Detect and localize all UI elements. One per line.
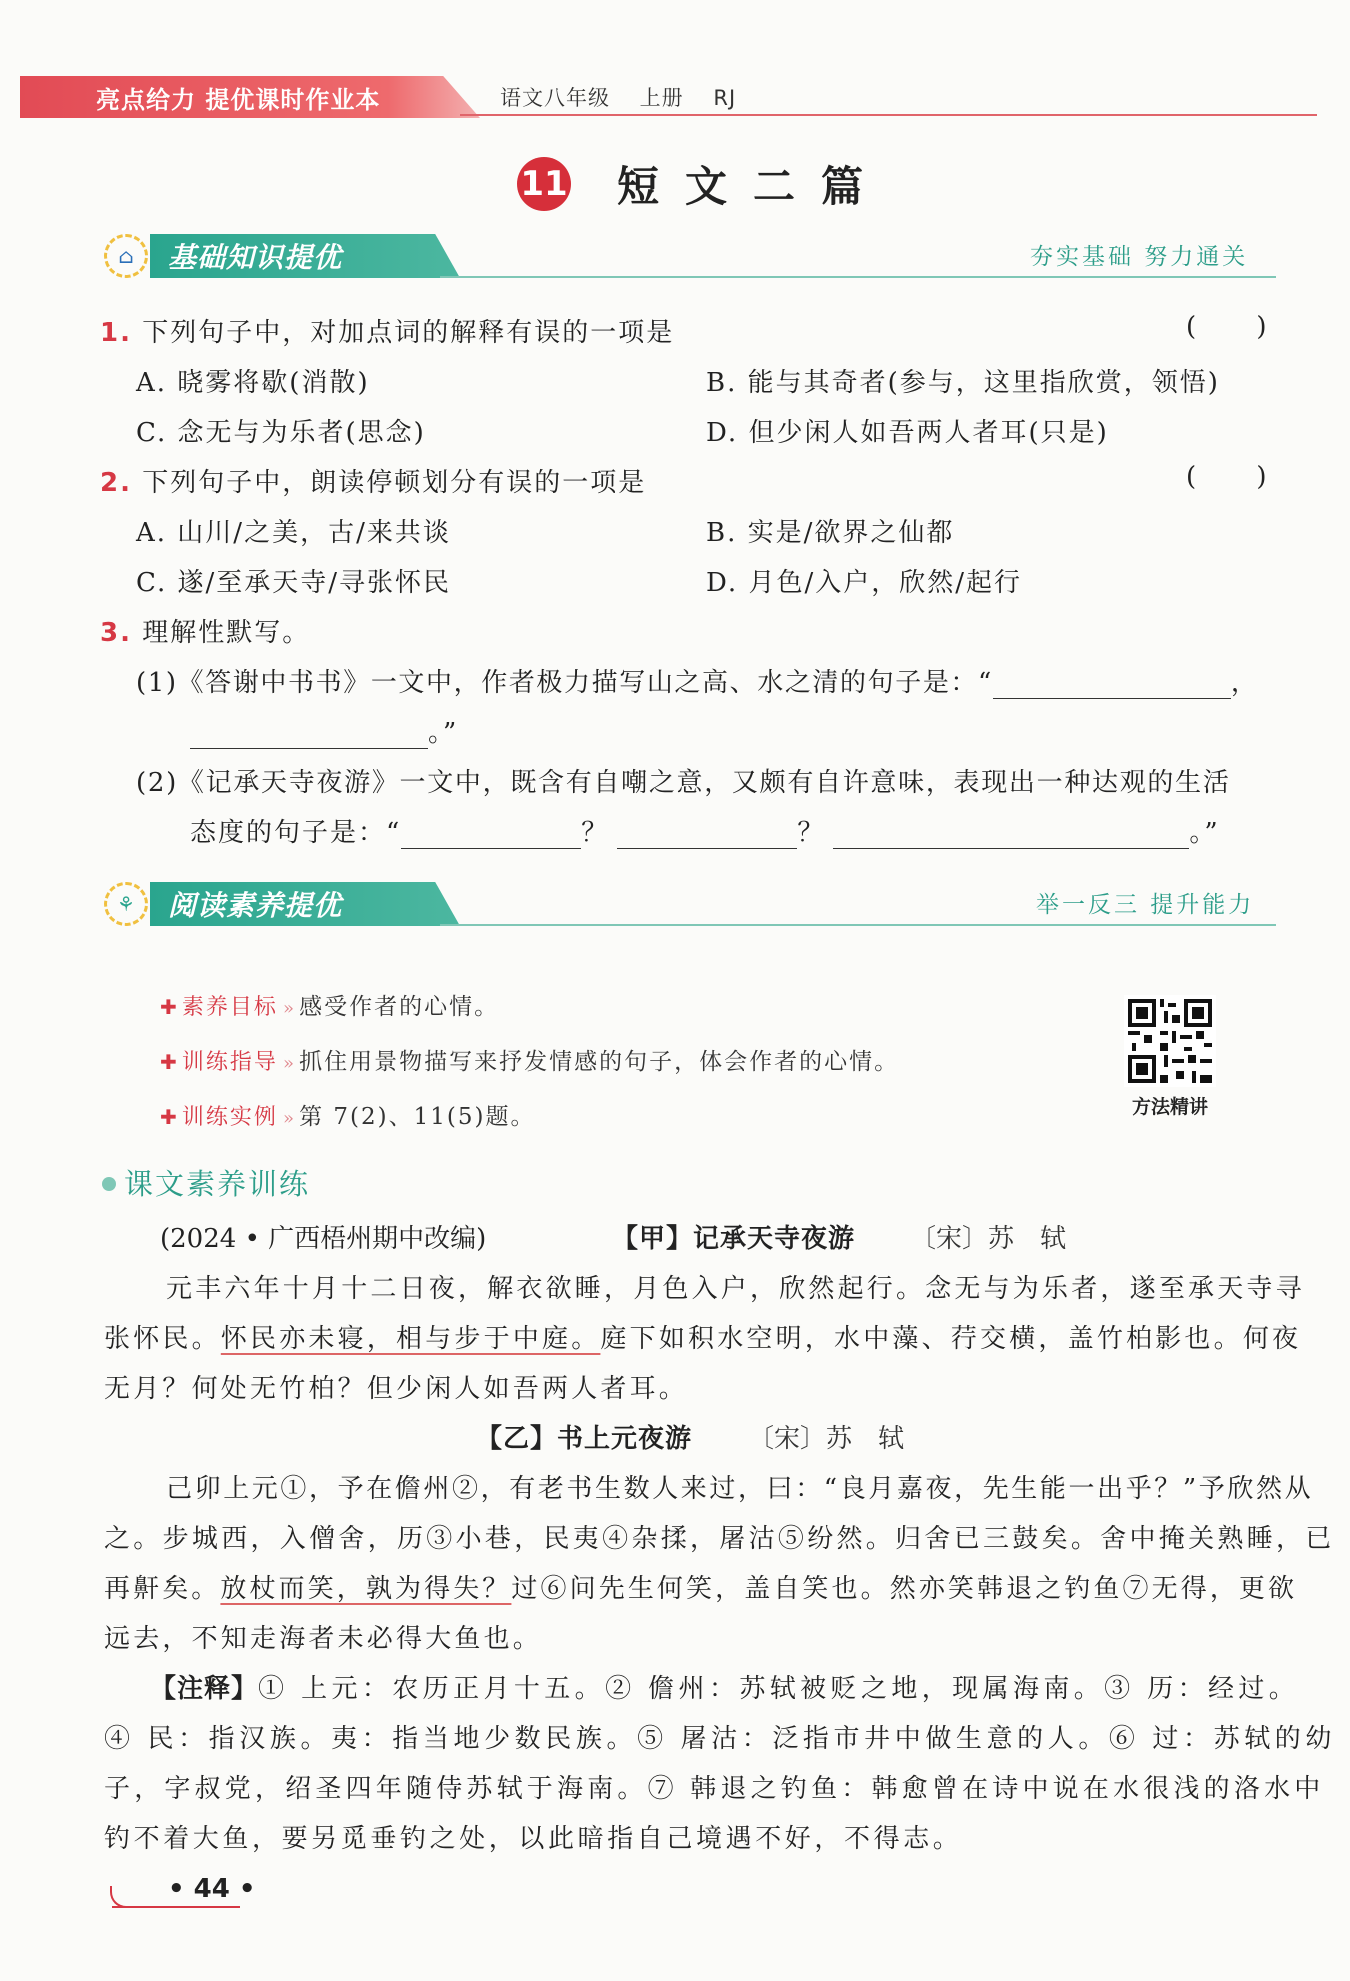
page-number-underline bbox=[112, 1906, 240, 1908]
option-c: C. 遂/至承天寺/寻张怀民 bbox=[136, 568, 452, 598]
passage-a-title: 【甲】记承天寺夜游 bbox=[612, 1224, 856, 1254]
answer-blank[interactable] bbox=[833, 822, 1189, 849]
answer-blank[interactable] bbox=[617, 822, 797, 849]
q3-sub2: (2)《记承天寺夜游》一文中，既含有自嘲之意，又颇有自许意味，表现出一种达观的生活 bbox=[136, 768, 1231, 798]
q3-sub1 bbox=[136, 662, 1259, 699]
question-stem: 下列句子中，对加点词的解释有误的一项是 bbox=[142, 318, 675, 348]
section-slogan-reading: 举一反三 提升能力 bbox=[1036, 892, 1255, 918]
bullet-dot-icon bbox=[102, 1177, 116, 1191]
section-divider bbox=[440, 924, 1276, 926]
notes-line: 钓不着大鱼，要另觅垂钓之处，以此暗指自己境遇不好，不得志。 bbox=[104, 1824, 963, 1854]
passage-a-source: (2024 • 广西梧州期中改编) bbox=[160, 1224, 487, 1254]
passage-b-line: 之。步城西，入僧舍，历③小巷，民夷④杂揉，屠沽⑤纷然。归舍已三鼓矣。舍中掩关熟睡，已 bbox=[104, 1524, 1335, 1554]
passage-a-line bbox=[104, 1318, 1301, 1355]
question-number: 3. bbox=[100, 618, 132, 648]
notes-line bbox=[150, 1668, 1299, 1705]
goal-row bbox=[160, 1043, 899, 1076]
q3-sub2-cont bbox=[190, 812, 1220, 849]
punctuation: ， bbox=[1230, 668, 1259, 698]
subsection-title: 课文素养训练 bbox=[124, 1167, 311, 1201]
passage-a-author: 〔宋〕苏 轼 bbox=[910, 1224, 1067, 1254]
qr-code-icon[interactable] bbox=[1124, 995, 1216, 1087]
book-info: 语文八年级 上册 RJ bbox=[500, 86, 737, 110]
page-number: • 44 • bbox=[168, 1874, 256, 1904]
goal-label: 素养目标 bbox=[181, 995, 278, 1020]
plus-icon: ✚ bbox=[160, 1050, 177, 1074]
option-c: C. 念无与为乐者(思念) bbox=[136, 418, 426, 448]
notes-text: ① 上元：农历正月十五。② 儋州：苏轼被贬之地，现属海南。③ 历：经过。 bbox=[258, 1674, 1300, 1704]
notes-line: ④ 民：指汉族。夷：指当地少数民族。⑤ 屠沽：泛指市井中做生意的人。⑥ 过：苏轼的幼 bbox=[104, 1724, 1336, 1754]
question-1 bbox=[100, 312, 674, 349]
question-2 bbox=[100, 462, 646, 499]
plus-icon: ✚ bbox=[160, 1105, 177, 1129]
goal-label: 训练实例 bbox=[181, 1105, 278, 1130]
q3-sub1-text: (1)《答谢中书书》一文中，作者极力描写山之高、水之清的句子是：“ bbox=[136, 668, 993, 698]
lesson-number-badge: 11 bbox=[517, 157, 571, 211]
qr-label: 方法精讲 bbox=[1131, 1096, 1208, 1118]
passage-b-line: 己卯上元①，予在儋州②，有老书生数人来过，曰：“良月嘉夜，先生能一出乎？”予欣然从 bbox=[166, 1474, 1314, 1504]
punctuation: 。” bbox=[1189, 818, 1220, 848]
double-chevron-icon: » bbox=[282, 1108, 294, 1129]
double-chevron-icon: » bbox=[282, 998, 294, 1019]
underlined-sentence: 放杖而笑，孰为得失？ bbox=[220, 1574, 512, 1604]
sun-sprout-icon bbox=[104, 882, 148, 926]
option-d: D. 但少闲人如吾两人者耳(只是) bbox=[706, 418, 1109, 448]
answer-paren: ( ) bbox=[1186, 462, 1293, 492]
option-a: A. 山川/之美，古/来共谈 bbox=[136, 518, 451, 548]
brand-text: 亮点给力 提优课时作业本 bbox=[96, 86, 381, 114]
answer-blank[interactable] bbox=[401, 822, 581, 849]
section-title-basics: 基础知识提优 bbox=[168, 241, 343, 274]
punctuation: ？ bbox=[797, 818, 826, 848]
answer-blank[interactable] bbox=[993, 672, 1231, 699]
passage-text: 过⑥问先生何笑，盖自笑也。然亦笑韩退之钓鱼⑦无得，更欲 bbox=[511, 1574, 1298, 1604]
notes-line: 子，字叔党，绍圣四年随侍苏轼于海南。⑦ 韩退之钓鱼：韩愈曾在诗中说在水很浅的洛水中 bbox=[104, 1774, 1325, 1804]
goal-text: 第 7(2)、11(5)题。 bbox=[299, 1104, 536, 1130]
q3-sub1-cont bbox=[190, 712, 458, 749]
passage-text: 再鼾矣。 bbox=[104, 1574, 221, 1604]
page-number-decoration bbox=[110, 1886, 142, 1908]
section-title-reading: 阅读素养提优 bbox=[168, 889, 343, 922]
passage-a-line: 元丰六年十月十二日夜，解衣欲睡，月色入户，欣然起行。念无与为乐者，遂至承天寺寻 bbox=[166, 1274, 1305, 1304]
passage-b-line bbox=[104, 1568, 1297, 1605]
sprout-icon: ⚘ bbox=[117, 892, 135, 916]
question-3 bbox=[100, 612, 310, 649]
underlined-sentence: 怀民亦未寝，相与步于中庭。 bbox=[220, 1324, 601, 1354]
double-chevron-icon: » bbox=[282, 1053, 294, 1074]
goal-row bbox=[160, 988, 499, 1021]
option-b: B. 实是/欲界之仙都 bbox=[706, 518, 955, 548]
page-title: 短文二篇 bbox=[617, 162, 890, 211]
question-number: 2. bbox=[100, 468, 132, 498]
question-stem: 理解性默写。 bbox=[142, 618, 311, 648]
question-number: 1. bbox=[100, 318, 132, 348]
goal-text: 感受作者的心情。 bbox=[299, 994, 500, 1020]
passage-b-title: 【乙】书上元夜游 bbox=[476, 1424, 693, 1454]
section-divider bbox=[440, 276, 1276, 278]
goal-row bbox=[160, 1098, 535, 1131]
answer-paren: ( ) bbox=[1186, 312, 1293, 342]
question-stem: 下列句子中，朗读停顿划分有误的一项是 bbox=[142, 468, 647, 498]
punctuation: ？ bbox=[581, 818, 610, 848]
option-d: D. 月色/入户，欣然/起行 bbox=[706, 568, 1022, 598]
passage-text: 庭下如积水空明，水中藻、荇交横，盖竹柏影也。何夜 bbox=[600, 1324, 1302, 1354]
section-slogan-basics: 夯实基础 努力通关 bbox=[1030, 244, 1249, 270]
passage-text: 张怀民。 bbox=[104, 1324, 221, 1354]
passage-b-line: 远去，不知走海者未必得大鱼也。 bbox=[104, 1624, 543, 1654]
plus-icon: ✚ bbox=[160, 995, 177, 1019]
house-icon: ⌂ bbox=[118, 244, 134, 268]
answer-blank[interactable] bbox=[190, 722, 428, 749]
goal-text: 抓住用景物描写来抒发情感的句子，体会作者的心情。 bbox=[299, 1049, 900, 1075]
passage-a-line: 无月？何处无竹柏？但少闲人如吾两人者耳。 bbox=[104, 1374, 689, 1404]
q3-sub2-text: 态度的句子是：“ bbox=[190, 818, 402, 848]
passage-b-author: 〔宋〕苏 轼 bbox=[748, 1424, 905, 1454]
sun-house-icon bbox=[104, 234, 148, 278]
punctuation: 。” bbox=[428, 718, 459, 748]
goal-label: 训练指导 bbox=[181, 1050, 278, 1075]
notes-label: 【注释】 bbox=[150, 1674, 259, 1704]
option-a: A. 晓雾将歇(消散) bbox=[136, 368, 370, 398]
option-b: B. 能与其奇者(参与，这里指欣赏，领悟) bbox=[706, 368, 1220, 398]
header-divider bbox=[460, 114, 1317, 116]
